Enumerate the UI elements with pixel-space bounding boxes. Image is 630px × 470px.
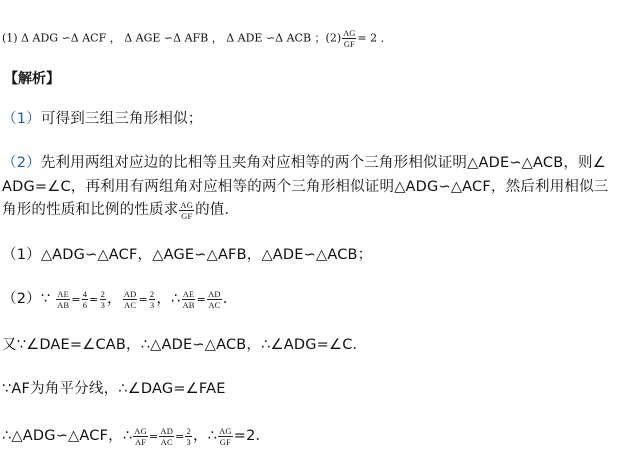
solution-item-2 xyxy=(2,287,237,310)
frac-den: AC xyxy=(208,299,221,310)
solution-5-prefix: ∴△ADG∽△ACF，∴ xyxy=(2,428,133,444)
frac-num: AD xyxy=(123,288,137,299)
analysis-1-number: （1） xyxy=(2,111,41,127)
frac-num: AE xyxy=(182,288,195,299)
analysis-heading: 【解析】 xyxy=(4,71,60,87)
therefore: ，∴ xyxy=(156,291,181,307)
frac-den: AB xyxy=(182,299,195,310)
answer-line xyxy=(2,28,392,49)
equals-sign: = xyxy=(71,293,81,306)
frac-den: 3 xyxy=(186,436,191,447)
frac-den: 3 xyxy=(149,299,155,310)
answer-fraction xyxy=(342,28,356,49)
equals-sign: = xyxy=(138,293,148,306)
fraction-2-3b xyxy=(149,289,155,310)
frac-num: AD xyxy=(208,288,221,299)
analysis-2-fraction xyxy=(179,200,194,221)
analysis-2-line3b: 的值． xyxy=(195,202,240,218)
analysis-item-2-line1 xyxy=(2,151,606,172)
answer-part1: (1) Δ ADG ∽Δ ACF ， Δ AGE ∽Δ AFB ， Δ ADE ∽Δ ACB ；(2) xyxy=(2,31,342,45)
frac-den: 6 xyxy=(82,299,88,310)
analysis-2-number: （2） xyxy=(2,155,41,171)
analysis-item-2-line3 xyxy=(2,198,239,221)
solution-line-3: 又∵∠DAE=∠CAB，∴△ADE∽△ACB，∴∠ADG=∠C． xyxy=(2,337,368,353)
frac-den: AC xyxy=(123,299,137,310)
fraction-2-3c xyxy=(185,426,191,447)
period: ． xyxy=(222,291,238,307)
answer-frac-den: GF xyxy=(343,39,355,49)
solution-item-1: （1）△ADG∽△ACF，△AGE∽△AFB，△ADE∽△ACB； xyxy=(2,247,373,263)
solution-2-prefix: （2）∵ xyxy=(2,291,51,307)
frac-num: AD xyxy=(160,425,174,436)
fraction-ad-ac-2 xyxy=(207,289,222,310)
fraction-ae-ab-2 xyxy=(181,289,195,310)
fraction-2-3 xyxy=(100,289,106,310)
analysis-item-2-line2: ADG=∠C，再利用有两组角对应相等的两个三角形相似证明△ADG∽△ACF，然后利用相似三 xyxy=(2,179,609,195)
fraction-ad-ac-3 xyxy=(159,426,174,447)
frac-num: 2 xyxy=(186,425,191,436)
frac-den: AC xyxy=(160,436,173,447)
analysis-item-1 xyxy=(2,107,203,128)
frac-num: AE xyxy=(57,288,70,299)
frac-num: 4 xyxy=(82,288,88,299)
answer-part2: = 2 ． xyxy=(357,31,392,45)
equals-sign: = xyxy=(148,430,159,443)
fraction-ad-ac xyxy=(123,289,138,310)
frac-num: AG xyxy=(219,425,232,436)
solution-line-5 xyxy=(2,424,270,447)
frac-den: AB xyxy=(57,299,70,310)
fraction-ag-gf xyxy=(218,426,233,447)
analysis-1-text: 可得到三组三角形相似； xyxy=(40,111,203,127)
therefore: ，∴ xyxy=(192,428,218,444)
equals-sign: = xyxy=(89,293,99,306)
frac-den: AF xyxy=(134,436,147,447)
equals-sign: = xyxy=(175,430,185,443)
fraction-ag-af xyxy=(133,426,148,447)
analysis-2-line1: 先利用两组对应边的比相等且夹角对应相等的两个三角形相似证明△ADE∽△ACB，则∠ xyxy=(40,155,606,171)
comma: ， xyxy=(107,291,122,307)
analysis-2-frac-num: AG xyxy=(180,199,194,210)
frac-den: GF xyxy=(219,436,232,447)
equals-sign: = xyxy=(196,293,207,306)
frac-num: AG xyxy=(134,425,147,436)
solution-line-4: ∵AF为角平分线，∴∠DAG=∠FAE xyxy=(2,381,226,397)
fraction-ae-ab xyxy=(56,289,70,310)
fraction-4-6 xyxy=(82,289,88,310)
frac-den: 3 xyxy=(100,299,106,310)
frac-num: 2 xyxy=(149,288,155,299)
analysis-2-line3a: 角形的性质和比例的性质求 xyxy=(2,202,179,218)
result: =2． xyxy=(233,428,271,444)
answer-frac-num: AG xyxy=(343,28,356,38)
frac-num: 2 xyxy=(100,288,106,299)
analysis-2-frac-den: GF xyxy=(181,210,193,221)
